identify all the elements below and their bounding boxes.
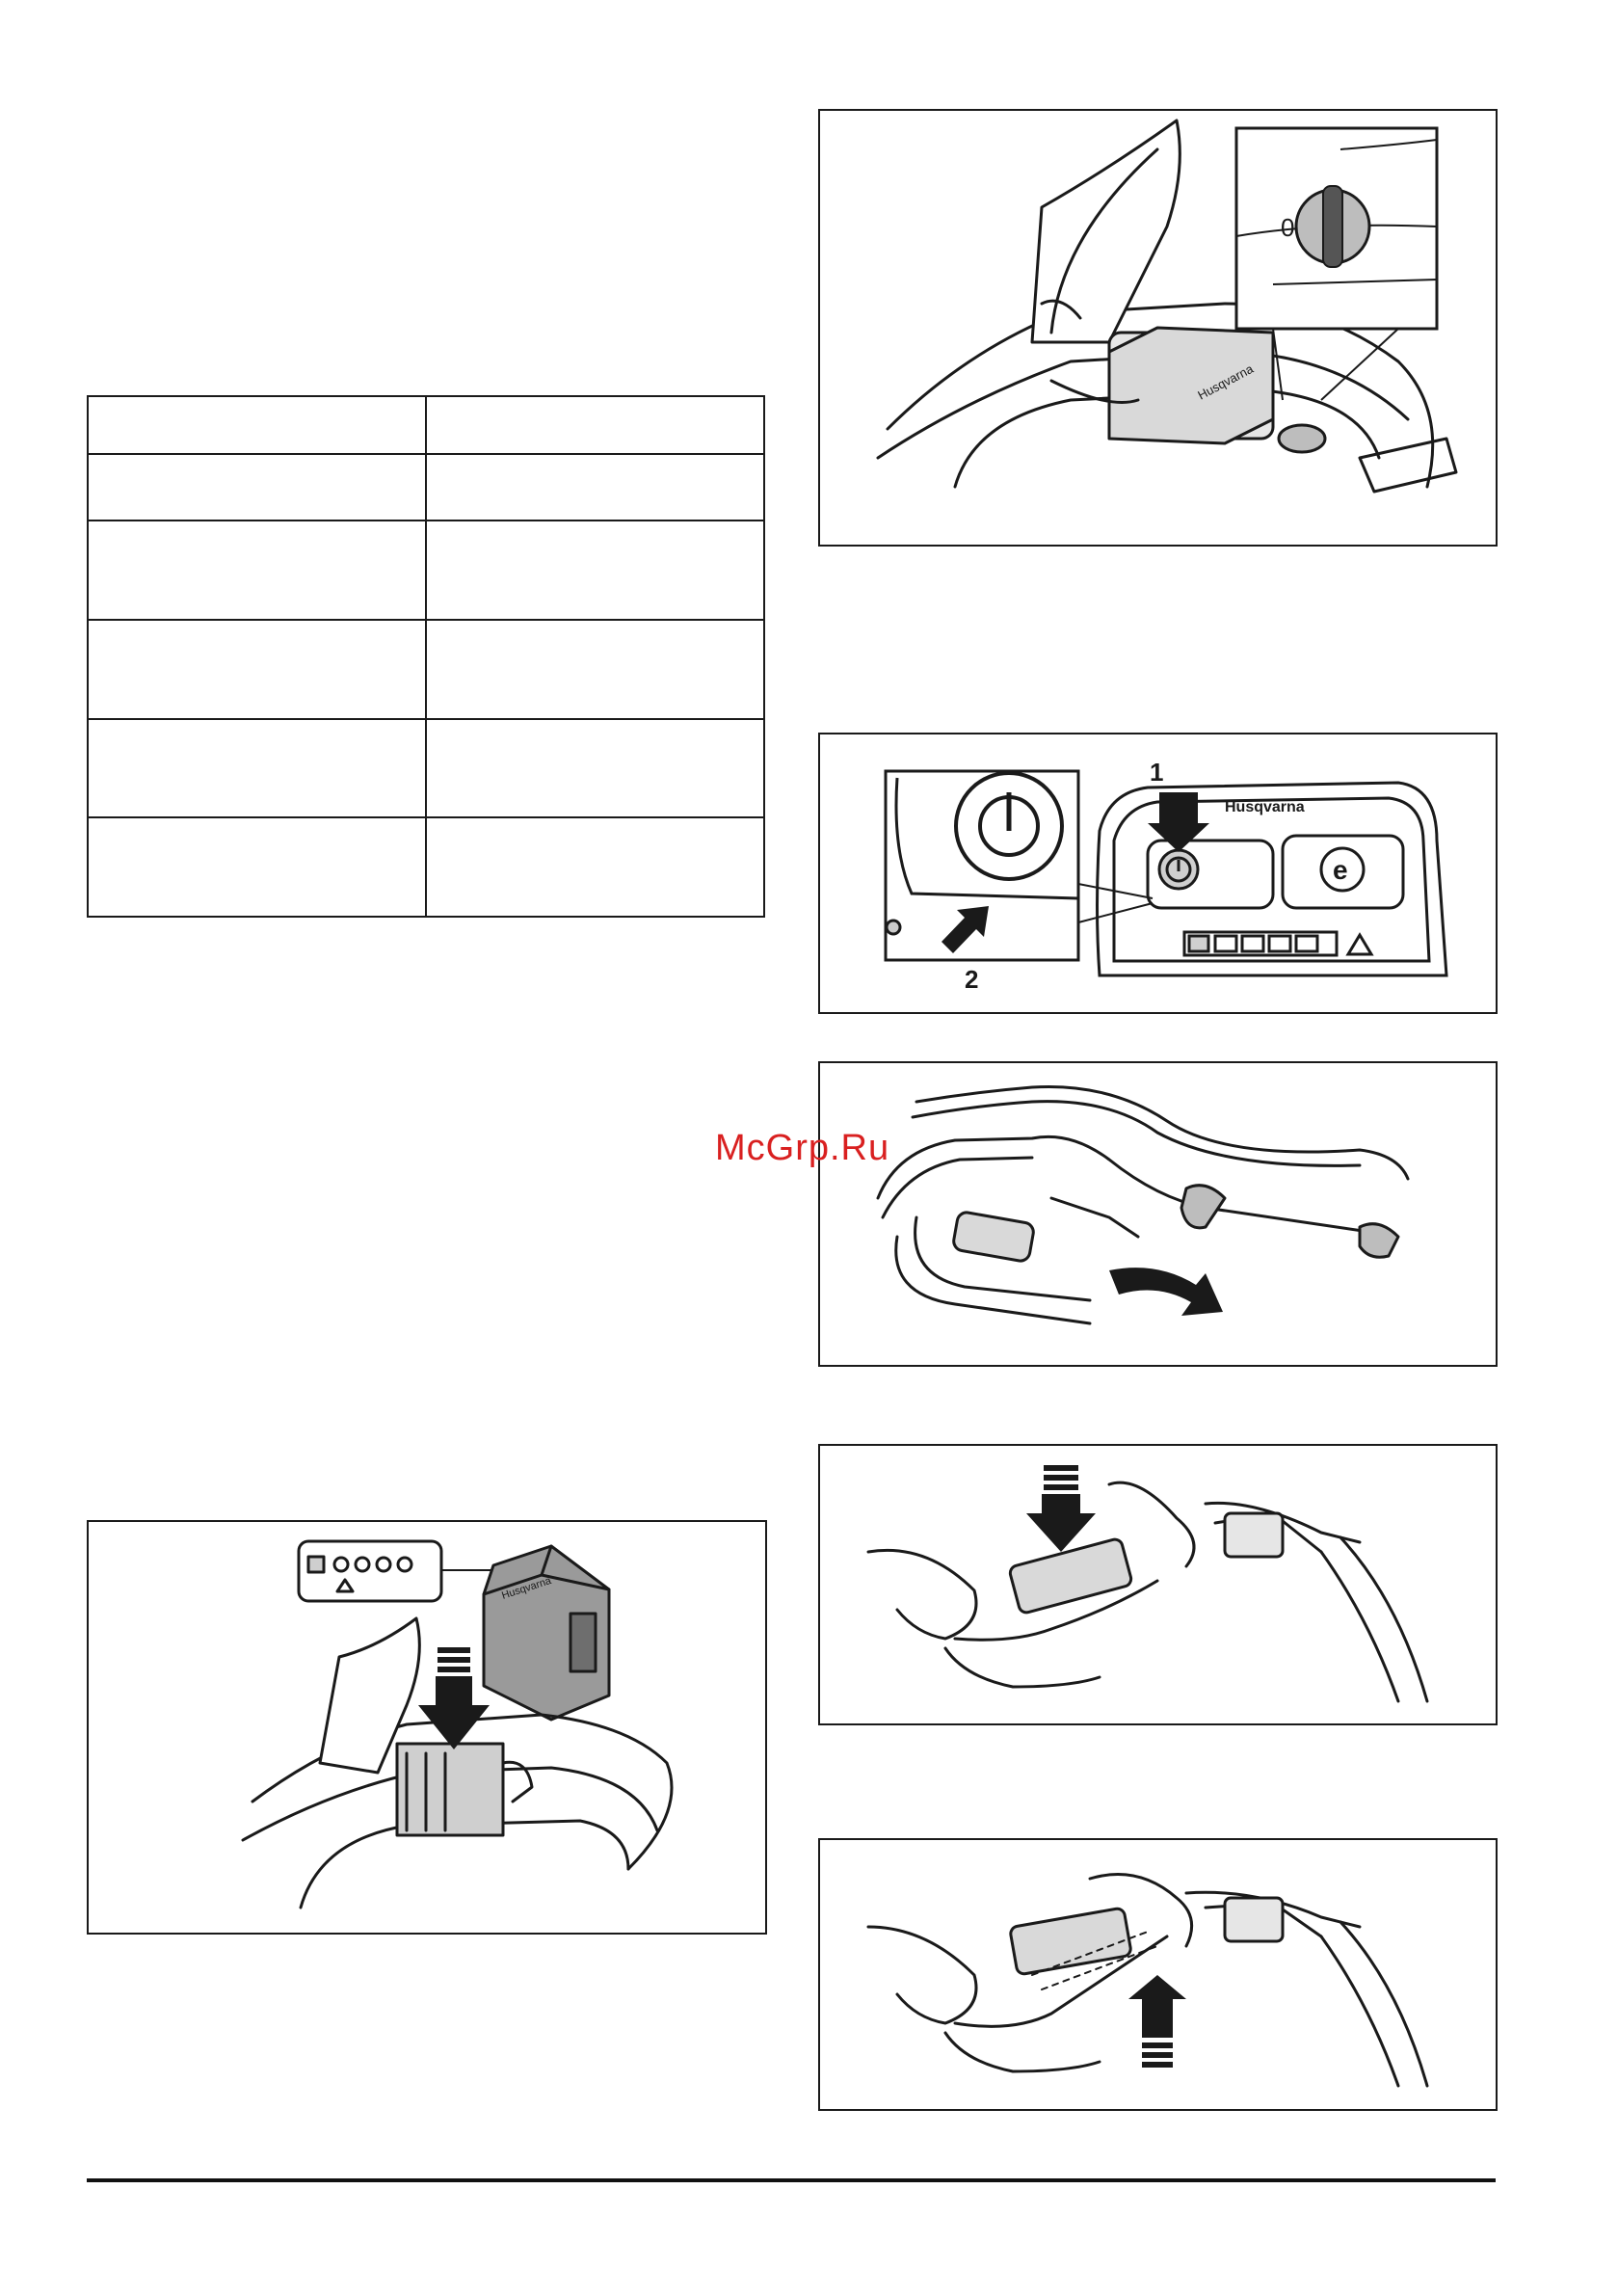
callout-2: 2 xyxy=(965,965,979,994)
figure-handle-fold xyxy=(818,1061,1498,1367)
key-off-label: 0 xyxy=(1281,213,1295,242)
handle-illustration xyxy=(820,1063,1498,1367)
battery-illustration xyxy=(89,1522,767,1935)
lift-illustration xyxy=(820,1840,1498,2111)
figure-lift-handle xyxy=(818,1838,1498,2111)
table-row xyxy=(88,620,764,719)
table-cell xyxy=(88,396,426,454)
figure-press-handle xyxy=(818,1444,1498,1725)
footer-rule xyxy=(87,2178,1496,2182)
eco-symbol: e xyxy=(1333,855,1348,885)
callout-1: 1 xyxy=(1150,758,1164,787)
brand-label: Husqvarna xyxy=(1225,799,1305,815)
table-cell xyxy=(88,620,426,719)
table-cell xyxy=(426,719,764,817)
table-row xyxy=(88,454,764,521)
table-cell xyxy=(88,454,426,521)
table-cell xyxy=(426,817,764,917)
watermark: McGrp.Ru xyxy=(715,1128,890,1168)
table-row xyxy=(88,719,764,817)
table-cell xyxy=(426,521,764,620)
brand-label: Husqvarna xyxy=(1195,360,1256,403)
table-cell xyxy=(426,454,764,521)
press-illustration xyxy=(820,1446,1498,1725)
table-row xyxy=(88,396,764,454)
figure-battery-insert xyxy=(87,1520,767,1935)
table-cell xyxy=(426,620,764,719)
figure-control-panel xyxy=(818,733,1498,1014)
table-row xyxy=(88,521,764,620)
brand-label: Husqvarna xyxy=(500,1574,553,1602)
control-panel-illustration xyxy=(820,734,1498,1014)
table-row xyxy=(88,817,764,917)
figure-key-switch xyxy=(818,109,1498,547)
table-cell xyxy=(88,817,426,917)
spec-table xyxy=(87,395,765,918)
table-cell xyxy=(88,719,426,817)
mower-top-illustration xyxy=(820,111,1498,547)
table-cell xyxy=(88,521,426,620)
table-cell xyxy=(426,396,764,454)
